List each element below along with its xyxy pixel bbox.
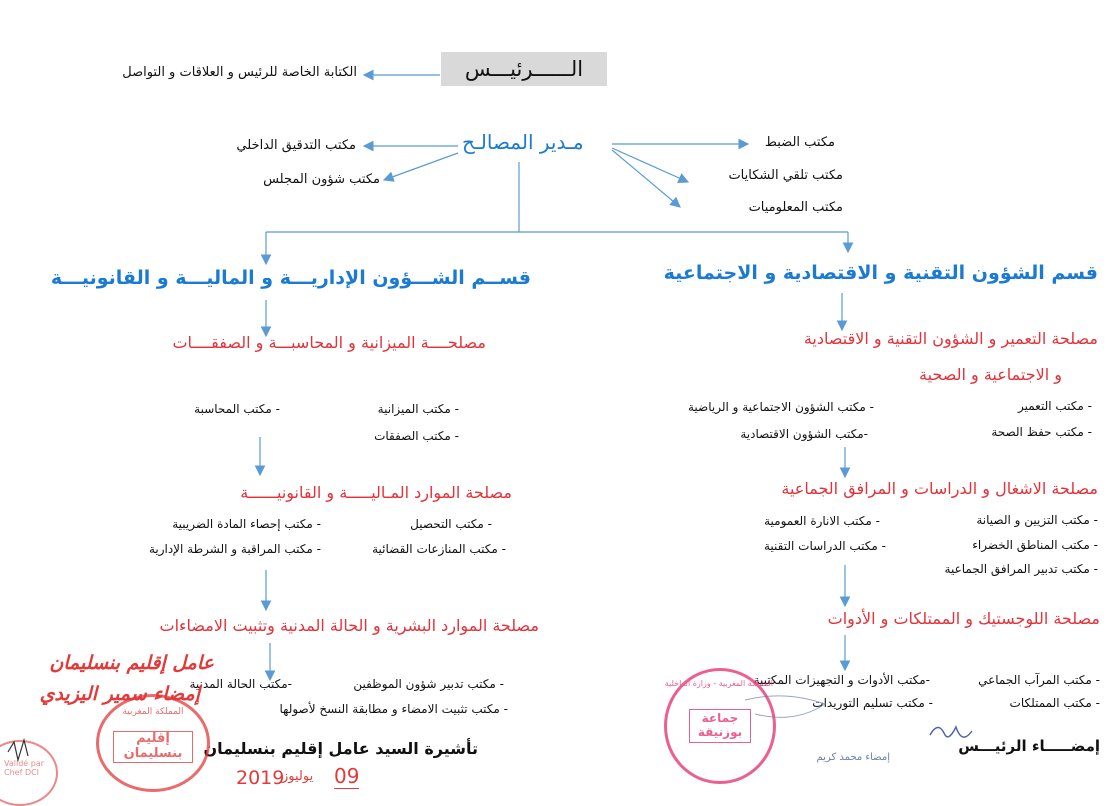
right-service1-title-1: مصلحة التعمير و الشؤون التقنية و الاقتصادية bbox=[803, 329, 1098, 348]
office-economic: -مكتب الشؤون الاقتصادية bbox=[740, 427, 868, 441]
office-tax-census: - مكتب إحصاء المادة الضريبية bbox=[172, 517, 321, 531]
president-box: الــــــرئيـــس bbox=[441, 52, 607, 86]
office-health: - مكتب حفظ الصحة bbox=[991, 425, 1092, 439]
commune-stamp-blue-overlay bbox=[745, 696, 825, 718]
office-admin-police: - مكتب المراقبة و الشرطة الإدارية bbox=[148, 542, 321, 556]
office-staff-management: - مكتب تدبير شؤون الموظفين bbox=[353, 677, 504, 691]
left-service3-title: مصلحة الموارد البشرية و الحالة المدنية وتثبيت الامضاءات bbox=[159, 616, 539, 635]
office-control: مكتب الضبط bbox=[764, 135, 835, 150]
right-service2-title: مصلحة الاشغال و الدراسات و المرافق الجماعية bbox=[781, 479, 1098, 498]
office-collection: - مكتب التحصيل bbox=[410, 517, 492, 531]
governor-visa-label: تأشيرة السيد عامل إقليم بنسليمان bbox=[203, 739, 478, 758]
office-internal-audit: مكتب التدقيق الداخلي bbox=[236, 138, 356, 153]
office-technical-studies: - مكتب الدراسات التقنية bbox=[763, 539, 886, 553]
office-green-areas: - مكتب المناطق الخضراء bbox=[972, 538, 1098, 552]
private-secretariat: الكتابة الخاصة للرئيس و العلاقات و التواصل bbox=[122, 65, 357, 80]
date-month: يوليوز bbox=[282, 769, 314, 784]
governor-signature-scribble bbox=[8, 740, 28, 760]
left-service1-title: مصلحــــة الميزانية و المحاسبـــة و الصفقــــات bbox=[172, 333, 486, 352]
office-civil-status: -مكتب الحالة المدنية bbox=[189, 677, 292, 691]
office-supplies: - مكتب تسليم التوريدات bbox=[812, 696, 933, 710]
governor-handwriting-1: عامل إقليم بنسليمان bbox=[49, 652, 214, 674]
office-litigation: - مكتب المنازعات القضائية bbox=[372, 542, 506, 556]
office-social-sports: - مكتب الشؤون الاجتماعية و الرياضية bbox=[687, 400, 874, 414]
office-properties: - مكتب الممتلكات bbox=[1009, 696, 1100, 710]
commune-stamp-ring: المملكة المغربية - وزارة الداخلية bbox=[664, 679, 773, 688]
office-signature-certification: - مكتب تثبيت الامضاء و مطابقة النسخ لأصولها bbox=[279, 702, 508, 716]
right-service3-title: مصلحة اللوجستيك و الممتلكات و الأدوات bbox=[827, 609, 1100, 628]
office-complaints: مكتب تلقي الشكايات bbox=[728, 168, 843, 183]
office-council-affairs: مكتب شؤون المجلس bbox=[263, 172, 380, 187]
date-day: 09 bbox=[334, 764, 360, 788]
left-division-title: قســم الشـــؤون الإداريـــة و الماليـــة و القانونيـــة bbox=[50, 267, 531, 289]
date-year: 2019 bbox=[236, 767, 285, 789]
office-accounting: - مكتب المحاسبة bbox=[194, 402, 280, 416]
province-stamp-ring: المملكة المغربية bbox=[122, 707, 184, 717]
province-stamp-center: إقليم بنسليمان bbox=[113, 731, 193, 763]
office-budget: - مكتب الميزانية bbox=[377, 402, 459, 416]
director-title: مـدير المصالـح bbox=[462, 130, 584, 154]
commune-stamp-center: جماعة بوزنيقة bbox=[689, 709, 751, 743]
president-signature-label: إمضـــــاء الرئيـــس bbox=[958, 737, 1100, 755]
office-garage: - مكتب المرآب الجماعي bbox=[978, 673, 1100, 687]
office-it: مكتب المعلوميات bbox=[748, 200, 843, 215]
office-lighting: - مكتب الانارة العمومية bbox=[764, 514, 880, 528]
office-equipment: -مكتب الأدوات و التجهيزات المكتبية bbox=[753, 673, 930, 687]
commune-stamp-signature-note: إمضاء محمد كريم bbox=[816, 752, 890, 763]
office-decoration: - مكتب التزيين و الصيانة bbox=[976, 513, 1098, 527]
office-procurement: - مكتب الصفقات bbox=[374, 429, 459, 443]
right-division-title: قسم الشؤون التقنية و الاقتصادية و الاجتماعية bbox=[663, 262, 1098, 284]
office-facilities: - مكتب تدبير المرافق الجماعية bbox=[944, 562, 1098, 576]
left-edge-stamp-text: Validé par Chef DCI bbox=[4, 759, 45, 777]
governor-handwriting-2: إمضاء سمير اليزيدي bbox=[39, 683, 200, 705]
left-service2-title: مصلحة الموارد المـاليـــــة و القانونيــــــة bbox=[240, 483, 512, 502]
president-signature-scribble bbox=[930, 727, 972, 737]
right-service1-title-2: و الاجتماعية و الصحية bbox=[918, 365, 1062, 384]
office-urbanism: - مكتب التعمير bbox=[1018, 399, 1092, 413]
